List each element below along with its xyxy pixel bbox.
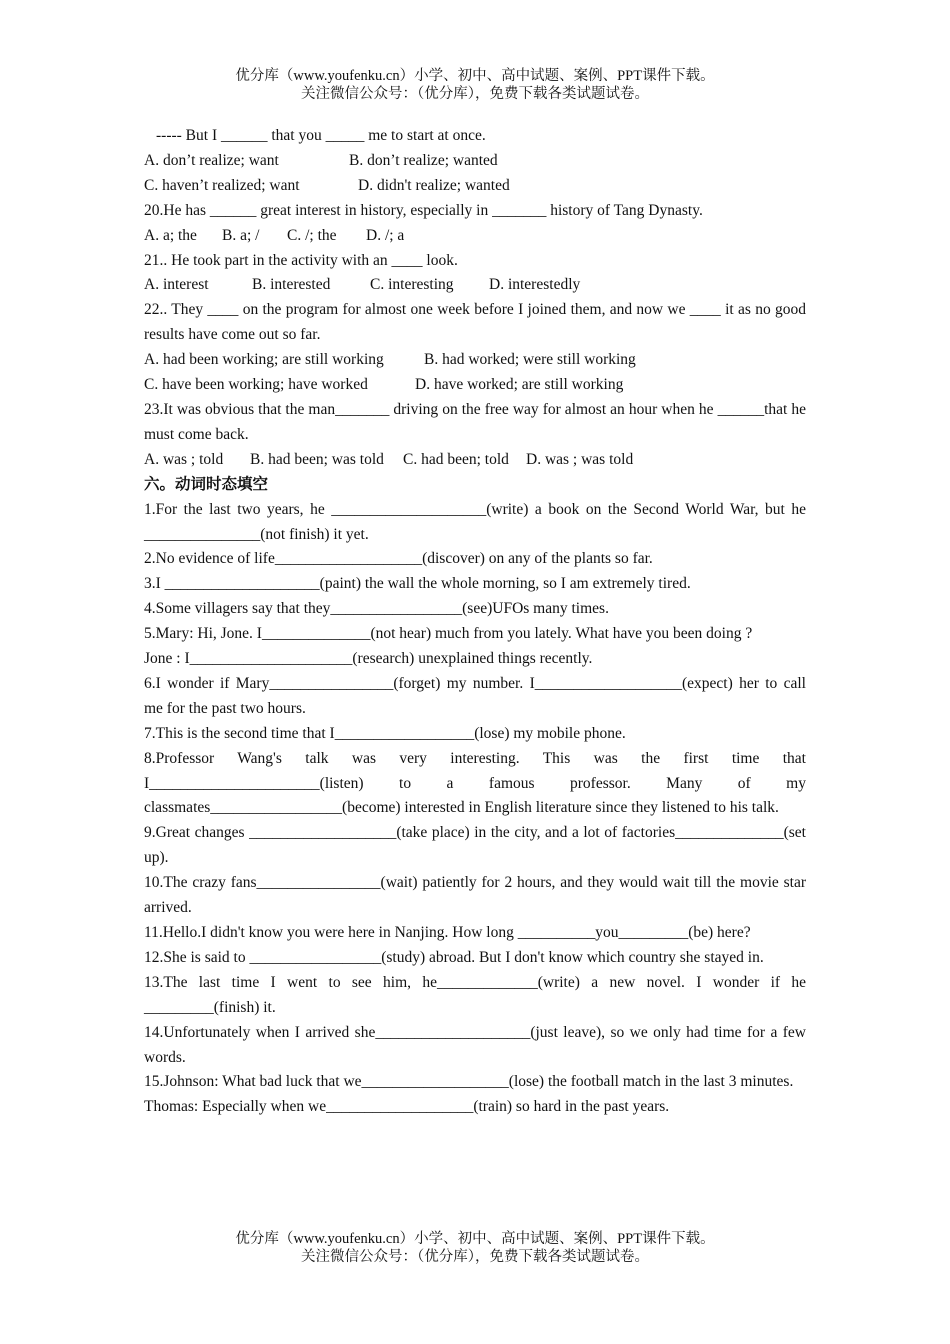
exercise-12: 12.She is said to _________________(study) abroad. But I don't know which country she stayed in. bbox=[144, 948, 764, 966]
page-header bbox=[0, 67, 950, 103]
exercise-6: 6.I wonder if Mary________________(forget) my number. I___________________(expect) her to call me for the past two hours. bbox=[144, 674, 806, 717]
section-6-title: 六。动词时态填空 bbox=[144, 475, 269, 493]
exercise-3: 3.I ____________________(paint) the wall the whole morning, so I am extremely tired. bbox=[144, 575, 691, 593]
q21-stem: 21.. He took part in the activity with an ____ look. bbox=[144, 251, 458, 269]
q20-option-a: A. a; the bbox=[144, 226, 197, 244]
q19-options-row-2 bbox=[144, 174, 806, 199]
exercise-14: 14.Unfortunately when I arrived she____________________(just leave), so we only had time for a few words. bbox=[144, 1023, 806, 1066]
q22-option-a: A. had been working; are still working bbox=[144, 351, 384, 369]
exercise-7: 7.This is the second time that I__________________(lose) my mobile phone. bbox=[144, 724, 626, 742]
q19-option-c: C. haven’t realized; want bbox=[144, 176, 300, 194]
document-body bbox=[144, 124, 806, 1120]
header-line-1: 优分库（www.youfenku.cn）小学、初中、高中试题、案例、PPT课件下载。 bbox=[235, 68, 715, 84]
q21-option-c: C. interesting bbox=[370, 276, 454, 294]
q22-option-d: D. have worked; are still working bbox=[415, 376, 624, 394]
q21-options bbox=[144, 273, 806, 298]
exercise-11: 11.Hello.I didn't know you were here in Nanjing. How long __________you_________(be) here? bbox=[144, 924, 751, 941]
q21-option-d: D. interestedly bbox=[489, 276, 581, 294]
q19-options-row-1 bbox=[144, 149, 806, 174]
q19-tail: ----- But I ______ that you _____ me to start at once. bbox=[156, 127, 486, 144]
exercise-15-thomas: Thomas: Especially when we___________________(train) so hard in the past years. bbox=[144, 1098, 670, 1116]
q20-stem: 20.He has ______ great interest in history, especially in _______ history of Tang Dynasty. bbox=[144, 201, 703, 219]
q20-options bbox=[144, 224, 806, 249]
exercise-13: 13.The last time I went to see him, he_____________(write) a new novel. I wonder if he _________(finish) it. bbox=[144, 973, 806, 1016]
q21-option-a: A. interest bbox=[144, 276, 209, 294]
exercise-5-jone: Jone : I_____________________(research) unexplained things recently. bbox=[144, 650, 593, 668]
q21-option-b: B. interested bbox=[252, 276, 331, 294]
q19-option-a: A. don’t realize; want bbox=[144, 151, 279, 169]
exercise-5-mary: 5.Mary: Hi, Jone. I______________(not hear) much from you lately. What have you been doing ? bbox=[144, 625, 753, 643]
q19-option-b: B. don’t realize; wanted bbox=[349, 151, 498, 169]
exercise-15-johnson: 15.Johnson: What bad luck that we___________________(lose) the football match in the last 3 minutes. bbox=[144, 1073, 794, 1091]
q23-options bbox=[144, 448, 806, 473]
footer-line-2: 关注微信公众号：（优分库），免费下载各类试题试卷。 bbox=[301, 1249, 649, 1265]
exercise-9: 9.Great changes ___________________(take place) in the city, and a lot of factories______________(set up). bbox=[144, 824, 806, 867]
exercise-10: 10.The crazy fans________________(wait) patiently for 2 hours, and they would wait till the movie star arrived. bbox=[144, 874, 806, 917]
q23-option-d: D. was ; was told bbox=[526, 450, 634, 468]
q23-stem: 23.It was obvious that the man_______ driving on the free way for almost an hour when he ______that he must come back. bbox=[144, 400, 806, 443]
q23-option-a: A. was ; told bbox=[144, 450, 224, 468]
q19-option-d: D. didn't realize; wanted bbox=[358, 176, 510, 194]
q22-option-b: B. had worked; were still working bbox=[424, 351, 636, 369]
exercise-1: 1.For the last two years, he ____________________(write) a book on the Second World War, but he _______________(not finish) it yet. bbox=[144, 500, 806, 543]
q22-options-row-1 bbox=[144, 348, 806, 373]
q23-option-c: C. had been; told bbox=[403, 450, 509, 468]
exercise-4: 4.Some villagers say that they_________________(see)UFOs many times. bbox=[144, 600, 609, 618]
q20-option-b: B. a; / bbox=[222, 226, 260, 244]
header-line-2: 关注微信公众号：（优分库），免费下载各类试题试卷。 bbox=[301, 86, 649, 102]
q22-option-c: C. have been working; have worked bbox=[144, 376, 368, 394]
exercise-2: 2.No evidence of life___________________(discover) on any of the plants so far. bbox=[144, 550, 653, 568]
q20-option-c: C. /; the bbox=[287, 226, 337, 244]
page-footer bbox=[0, 1230, 950, 1266]
exercise-8: 8.Professor Wang's talk was very interesting. This was the first time that I______________________(listen) to a famous professor. Many of my classmates_________________(become) interested in English literature since they listened to his talk. bbox=[144, 749, 806, 817]
q23-option-b: B. had been; was told bbox=[250, 450, 384, 468]
q22-stem: 22.. They ____ on the program for almost one week before I joined them, and now we ____ it as no good results have come out so far. bbox=[144, 301, 806, 344]
q22-options-row-2 bbox=[144, 373, 806, 398]
q20-option-d: D. /; a bbox=[366, 226, 405, 244]
footer-line-1: 优分库（www.youfenku.cn）小学、初中、高中试题、案例、PPT课件下载。 bbox=[235, 1231, 715, 1247]
